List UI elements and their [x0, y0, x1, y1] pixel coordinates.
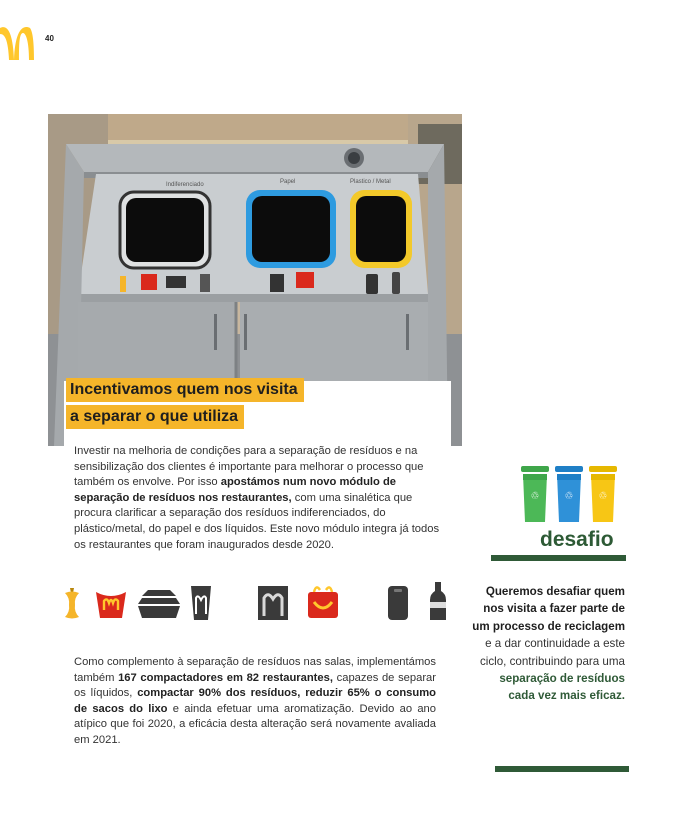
svg-text:♲: ♲: [564, 491, 574, 502]
bottle-icon: [428, 582, 448, 620]
desafio-text-1: e a dar continuidade a este ciclo, contribuindo para uma: [479, 637, 625, 668]
paper-bag-icon: [258, 586, 288, 620]
svg-text:♲: ♲: [530, 491, 540, 502]
burger-box-icon: [136, 588, 182, 620]
para2-bold-2: compactar 90% dos resíduos, reduzir 65% o consumo de sacos do lixo: [74, 687, 436, 715]
para1-text-2: com uma sinalética que procura clarificar a separação dos resíduos indiferenciados, do plástico/metal, do papel e dos líquidos. Este novo módulo integra já todos os restaurantes que foram inaugurados desde 2020.: [74, 491, 440, 551]
recycling-bins-icon: [519, 466, 619, 524]
svg-text:♲: ♲: [598, 491, 608, 502]
fries-box-icon: [94, 586, 128, 620]
intro-paragraph: [74, 444, 440, 553]
desafio-bold-2: separação de resíduos cada vez mais eficaz.: [499, 672, 625, 703]
desafio-bold-1: Queremos desafiar quem nos visita a fazer parte de um processo de reciclagem: [472, 585, 625, 633]
bin-label-plastico: Plastico / Metal: [350, 179, 391, 185]
bin-label-papel: Papel: [280, 179, 296, 185]
para2-bold-1: 167 compactadores em 82 restaurantes,: [118, 671, 333, 684]
para2-text-1: Como complemento à separação de resíduos nas salas, implementámos também: [74, 656, 436, 684]
mcdonalds-logo: [0, 22, 36, 62]
desafio-text: [470, 583, 625, 705]
waste-icons-row: [58, 582, 458, 626]
can-icon: [386, 586, 410, 620]
para1-bold-1: apostámos num novo módulo de separação de resíduos nos restaurantes,: [74, 476, 397, 504]
desafio-divider-bottom: [495, 766, 629, 772]
para2-text-2: capazes de separar os líquidos,: [74, 671, 436, 700]
desafio-title: desafio: [540, 528, 614, 551]
happy-meal-icon: [306, 584, 340, 620]
compactors-paragraph: [74, 655, 436, 749]
apple-core-icon: [62, 588, 82, 622]
cup-icon: [190, 586, 212, 620]
desafio-divider-top: [491, 555, 626, 561]
page-number: 40: [45, 34, 54, 43]
heading-line-1: Incentivamos quem nos visita: [66, 378, 304, 402]
heading-line-2: a separar o que utiliza: [66, 405, 244, 429]
para2-text-3: e ainda efetuar uma aromatização. Devido ao ano atípico que foi 2020, a eficácia desta alteração será novamente avaliada em 2021.: [74, 702, 436, 746]
bin-label-indiferenciado: Indiferenciado: [166, 182, 204, 188]
para1-text-1: Investir na melhoria de condições para a separação de resíduos e na sensibilização dos clientes é importante para melhorar o processo que também os envolve. Por isso: [74, 445, 424, 489]
